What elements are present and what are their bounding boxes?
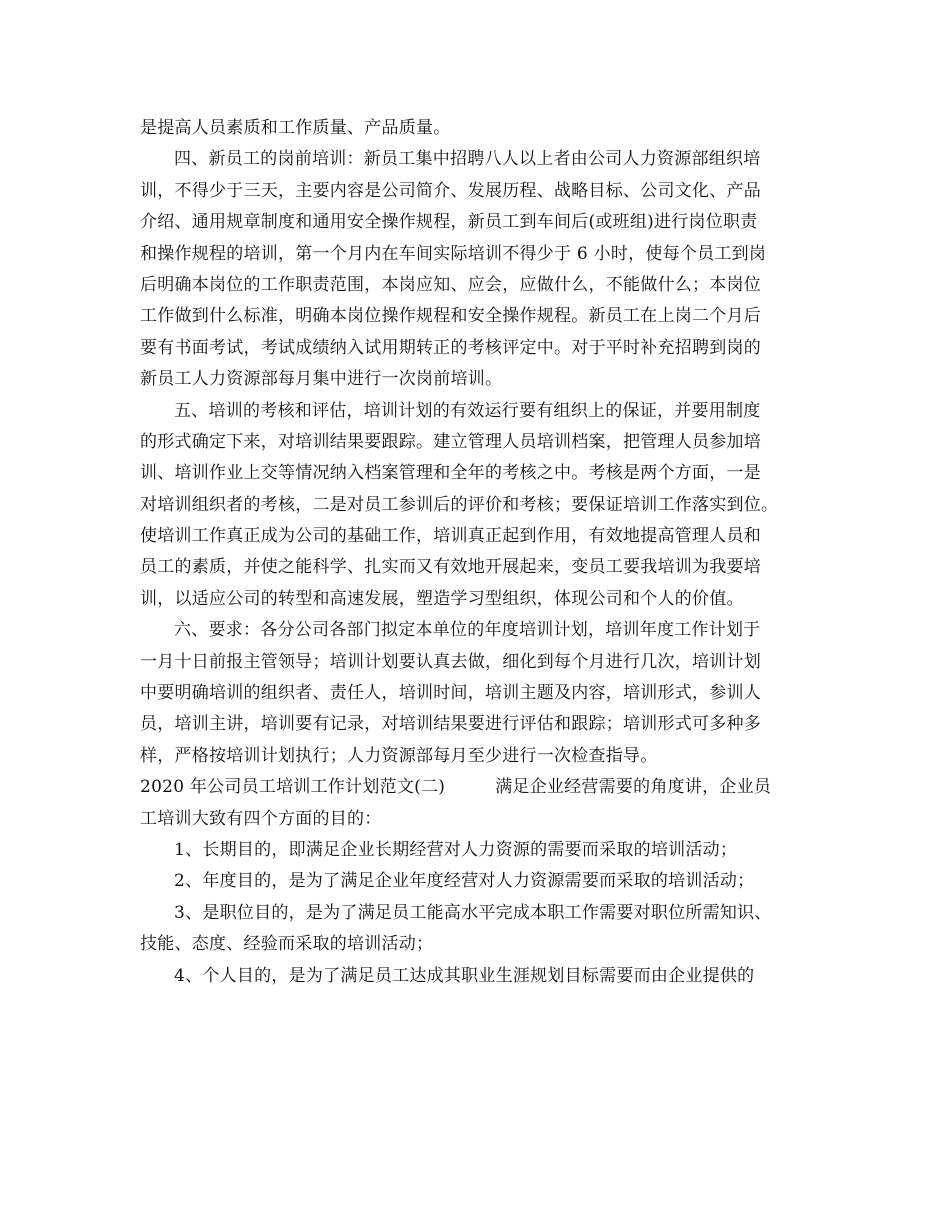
section-heading-line (140, 772, 820, 803)
text-line: 和操作规程的培训，第一个月内在车间实际培训不得少于 6 小时，使每个员工到岗 (140, 243, 767, 264)
document-body (140, 113, 820, 992)
paragraph-6-start: 六、要求：各分公司各部门拟定本单位的年度培训计划，培训年度工作计划于 (174, 620, 761, 641)
text-line: 对培训组织者的考核，二是对员工参训后的评价和考核；要保证培训工作落实到位。 (140, 494, 779, 515)
text-line: 技能、态度、经验而采取的培训活动； (140, 934, 434, 955)
text-line: 后明确本岗位的工作职责范围，本岗应知、应会，应做什么，不能做什么；本岗位 (140, 274, 761, 295)
list-item-3: 3、是职位目的，是为了满足员工能高水平完成本职工作需要对职位所需知识、 (174, 902, 772, 923)
text-line: 工培训大致有四个方面的目的： (140, 808, 382, 829)
paragraph-5-start: 五、培训的考核和评估，培训计划的有效运行要有组织上的保证，并要用制度 (174, 400, 761, 421)
list-item-2: 2、年度目的，是为了满足企业年度经营对人力资源需要而采取的培训活动； (174, 871, 755, 892)
text-line: 中要明确培训的组织者、责任人，培训时间，培训主题及内容，培训形式，参训人 (140, 683, 761, 704)
text-line: 新员工人力资源部每月集中进行一次岗前培训。 (140, 369, 503, 390)
text-line: 一月十日前报主管领导；培训计划要认真去做，细化到每个月进行几次，培训计划 (140, 651, 761, 672)
text-line: 样，严格按培训计划执行；人力资源部每月至少进行一次检查指导。 (140, 745, 658, 766)
text-line: 要有书面考试，考试成绩纳入试用期转正的考核评定中。对于平时补充招聘到岗的 (140, 337, 761, 358)
text-line: 使培训工作真正成为公司的基础工作，培训真正起到作用，有效地提高管理人员和 (140, 526, 761, 547)
text-line: 训，以适应公司的转型和高速发展，塑造学习型组织，体现公司和个人的价值。 (140, 588, 744, 609)
text-line: 是提高人员素质和工作质量、产品质量。 (140, 118, 451, 138)
text-line: 的形式确定下来，对培训结果要跟踪。建立管理人员培训档案，把管理人员参加培 (140, 431, 761, 452)
text-line: 介绍、通用规章制度和通用安全操作规程，新员工到车间后(或班组)进行岗位职责 (140, 212, 758, 233)
text-line: 训、培训作业上交等情况纳入档案管理和全年的考核之中。考核是两个方面，一是 (140, 463, 761, 484)
section-heading-continuation: 满足企业经营需要的角度讲，企业员 (495, 777, 772, 798)
text-line: 员工的素质，并使之能科学、扎实而又有效地开展起来，变员工要我培训为我要培 (140, 557, 761, 578)
list-item-1: 1、长期目的，即满足企业长期经营对人力资源的需要而采取的培训活动； (174, 839, 738, 860)
text-line: 工作做到什么标准，明确本岗位操作规程和安全操作规程。新员工在上岗二个月后 (140, 306, 761, 327)
section-heading-title: 2020 年公司员工培训工作计划范文(二) (140, 777, 446, 798)
text-line: 员，培训主讲，培训要有记录，对培训结果要进行评估和跟踪；培训形式可多种多 (140, 714, 761, 735)
list-item-4: 4、个人目的，是为了满足员工达成其职业生涯规划目标需要而由企业提供的 (174, 965, 755, 986)
text-line: 训，不得少于三天，主要内容是公司简介、发展历程、战略目标、公司文化、产品 (140, 180, 761, 201)
paragraph-4-start: 四、新员工的岗前培训：新员工集中招聘八人以上者由公司人力资源部组织培 (174, 149, 761, 170)
